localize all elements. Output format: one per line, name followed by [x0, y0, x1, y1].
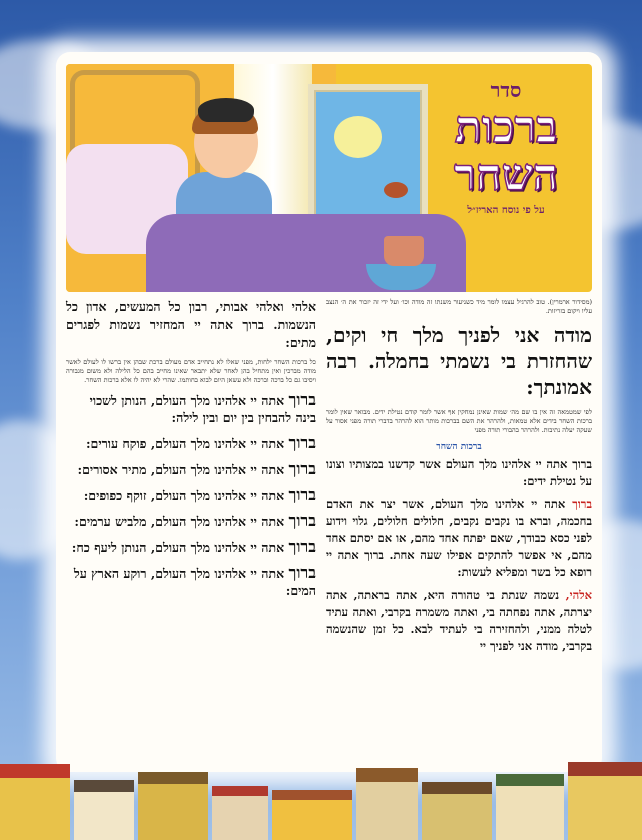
house-icon: [272, 790, 352, 840]
bracha-item: [66, 538, 316, 556]
section-heading: ברכות השחר: [436, 442, 482, 452]
bracha-body: אתה יי אלהינו מלך העולם, הנותן ליעף כח:: [71, 540, 285, 555]
bird-icon: [384, 182, 408, 198]
bracha-body: אתה יי אלהינו מלך העולם, הנותן לשכוי בינה להבחין בין יום ובין לילה:: [89, 393, 316, 425]
bracha-lead: ברוך: [288, 390, 316, 409]
bracha-body: אתה יי אלהינו מלך העולם, מתיר אסורים:: [77, 462, 285, 477]
bracha-body: אתה יי אלהינו מלך העולם, רוקע הארץ על המים:: [73, 566, 316, 598]
village-border: [0, 748, 642, 840]
bracha-item: [66, 434, 316, 452]
netilat-note: לפי שמטמאה זה אין בו שם מה׳ שמות שאינן נמחקין אף אשר לומר קודם נטילת ידים. מבואר שאין לומר ברכות השחר בידים אלא טמאות, ולהרהר את השם בברכות מותר הוא להרהר בדברי תורה מפני אסור על שעקה יעלה נתיבות. ולהרהר בהבורי תורה מפני: [326, 408, 592, 434]
nusach-subtitle: על פי נוסח האריז״ל: [467, 205, 545, 216]
brachot-note: כל ברכות השחר ילחות, מפני שאלו לא נתחייב אדם מעולם ברכת שבהן אין ברשו לו לעולם לאשר מודה מברכין ואין מתחיל בהן לאחר שלא יתבאר שאינו מחייב בהם כל הלילה ולא משום מגבורה ויסיבו גם כל ברכה וברכה ולא עשאן היום לבוא בחותמו. שהרי לא יהיה לו אלא ברכות השחר.: [66, 358, 316, 384]
house-icon: [422, 782, 492, 840]
bracha-lead: ברוך: [288, 511, 316, 530]
kippa-icon: [198, 98, 254, 122]
washing-cup-icon: [384, 236, 424, 266]
house-icon: [568, 762, 642, 840]
bracha-lead: ברוך: [288, 433, 316, 452]
bracha-item: [66, 512, 316, 530]
right-column: [326, 298, 592, 661]
bracha-lead: ברוך: [288, 459, 316, 478]
bracha-lead: ברוך: [288, 563, 316, 582]
title-block: [426, 78, 586, 216]
bracha-lead: ברוך: [288, 485, 316, 504]
elokai-continuation: אלהי ואלהי אבותי, רבון כל המעשים, אדון כל הנשמות. ברוך אתה יי המחזיר נשמות לפגרים מתים:: [66, 299, 316, 350]
elokai-neshama: [326, 587, 592, 655]
house-icon: [496, 774, 564, 840]
morning-illustration: [66, 64, 592, 292]
bracha-item: [66, 460, 316, 478]
bracha-body: אתה יי אלהינו מלך העולם, פוקח עורים:: [85, 436, 285, 451]
house-icon: [356, 768, 418, 840]
bracha-item: [66, 486, 316, 504]
sun-icon: [334, 116, 382, 158]
bracha-body: אתה יי אלהינו מלך העולם, מלביש ערמים:: [74, 514, 285, 529]
seder-label: סדר: [490, 78, 522, 102]
modeh-ani: מודה אני לפניך מלך חי וקים, שהחזרת בי נשמתי בחמלה. רבה אמונתך:: [326, 323, 592, 399]
asher-yatzar-lead: ברוך: [572, 497, 592, 511]
house-icon: [74, 780, 134, 840]
left-column: [66, 298, 316, 607]
bracha-item: [66, 391, 316, 426]
bracha-lead: ברוך: [288, 537, 316, 556]
page-title-line1: ברכות: [454, 102, 558, 153]
asher-yatzar-text: אתה יי אלהינו מלך העולם, אשר יצר את האדם בחכמה, וברא בו נקבים נקבים, חלולים חלולים, גלוי וידוע לפני כסא כבודך, שאם יפתח אחד מהם, או אם יסתם אחד מהם, אי אפשר להתקים אפילו שעה אחת. ברוך אתה יי רופא כל בשר ומפליא לעשות:: [326, 497, 592, 579]
text-columns: [66, 298, 592, 758]
page-title-line2: השחר: [453, 150, 559, 201]
house-icon: [138, 772, 208, 840]
house-icon: [0, 764, 70, 840]
bracha-body: אתה יי אלהינו מלך העולם, זוקף כפופים:: [83, 488, 285, 503]
elokai-text: נשמה שנתת בי טהורה היא, אתה בראתה, אתה יצרתה, אתה נפחתה בי, ואתה משמרה בקרבי, ואתה עתיד לטלה ממני, ולהחזירה בי לעתיד לבא. כל זמן שהנשמה בקרבי, מודה אני לפניך יי: [326, 588, 592, 653]
bracha-item: [66, 564, 316, 599]
prayer-page: [56, 52, 602, 772]
intro-note: (מסידור ארמרין). טוב להרגיל עצמו לומר מיד כשניעור משנתו זה מודה וכו׳ ועל ידי זה יזכור את ה׳ הנצב עליו ויקום בזריזות.: [326, 298, 592, 315]
asher-yatzar-bracha: [326, 496, 592, 581]
house-icon: [212, 786, 268, 840]
elokai-lead: אלהי,: [565, 588, 592, 602]
netilat-yadayim-bracha: ברוך אתה יי אלהינו מלך העולם אשר קדשנו במצותיו וצונו על נטילת ידים:: [326, 457, 592, 488]
